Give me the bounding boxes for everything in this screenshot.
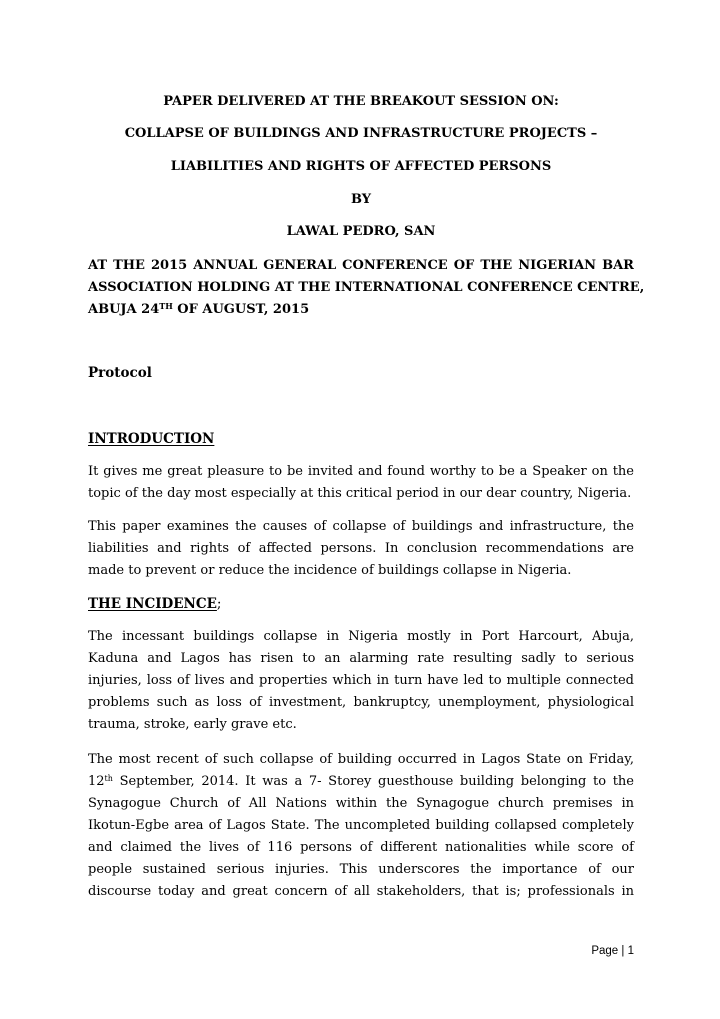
protocol-heading: Protocol [88, 365, 152, 381]
incidence-heading [88, 596, 221, 612]
conference-date-suffix: OF AUGUST, 2015 [172, 302, 310, 317]
conference-line-1: AT THE 2015 ANNUAL GENERAL CONFERENCE OF THE NIGERIAN BAR [88, 258, 634, 273]
paragraph-line: discourse today and great concern of all stakeholders, that is; professionals in [88, 884, 634, 899]
paragraph-line: Ikotun-Egbe area of Lagos State. The uncompleted building collapsed completely [88, 818, 634, 833]
title-by: BY [350, 192, 372, 207]
paragraph-line: Synagogue Church of All Nations within the Synagogue church premises in [88, 796, 634, 811]
paragraph-line: problems such as loss of investment, bankruptcy, unemployment, physiological [88, 695, 634, 710]
paragraph-line: Kaduna and Lagos has risen to an alarming rate resulting sadly to serious [88, 651, 634, 666]
paragraph-line: made to prevent or reduce the incidence of buildings collapse in Nigeria. [88, 563, 572, 578]
paragraph-line: liabilities and rights of affected persons. In conclusion recommendations are [88, 541, 634, 556]
conference-line-3 [88, 299, 634, 321]
introduction-heading: INTRODUCTION [88, 431, 215, 447]
date-day: 12 [88, 774, 105, 789]
paragraph-line: The incessant buildings collapse in Nigeria mostly in Port Harcourt, Abuja, [88, 629, 634, 644]
paragraph-line: injuries, loss of lives and properties which in turn have led to multiple connected [88, 673, 634, 688]
incidence-heading-suffix: ; [216, 596, 222, 612]
conference-date-superscript: TH [159, 301, 173, 311]
paragraph-line: The most recent of such collapse of building occurred in Lagos State on Friday, [88, 752, 634, 767]
conference-line-2: ASSOCIATION HOLDING AT THE INTERNATIONAL CONFERENCE CENTRE, [88, 280, 645, 295]
paragraph-line: people sustained serious injuries. This underscores the importance of our [88, 862, 634, 877]
author-name: LAWAL PEDRO, SAN [286, 224, 436, 239]
paragraph-line: topic of the day most especially at this critical period in our dear country, Nigeria. [88, 486, 632, 501]
page-number: 1 [627, 945, 634, 957]
paragraph-line: trauma, stroke, early grave etc. [88, 717, 297, 732]
introduction-paragraph-2 [88, 516, 634, 582]
date-superscript: th [104, 774, 113, 783]
conference-date-prefix: ABUJA 24 [88, 302, 160, 317]
incidence-paragraph-2 [88, 749, 634, 903]
introduction-paragraph-1 [88, 461, 634, 505]
date-rest: September, 2014. It was a 7- Storey guesthouse building belonging to the [112, 774, 634, 789]
title-line-3: LIABILITIES AND RIGHTS OF AFFECTED PERSONS [170, 159, 552, 174]
conference-block [88, 255, 645, 321]
paragraph-line: and claimed the lives of 116 persons of different nationalities while score of [88, 840, 634, 855]
paragraph-line: It gives me great pleasure to be invited and found worthy to be a Speaker on the [88, 464, 634, 479]
incidence-paragraph-1 [88, 626, 634, 736]
title-line-2: COLLAPSE OF BUILDINGS AND INFRASTRUCTURE PROJECTS – [124, 126, 598, 141]
page-footer [560, 944, 634, 958]
incidence-heading-text: THE INCIDENCE [88, 596, 217, 612]
paragraph-line: This paper examines the causes of collapse of buildings and infrastructure, the [88, 519, 634, 534]
title-line-1: PAPER DELIVERED AT THE BREAKOUT SESSION ON: [163, 94, 559, 109]
page-label: Page [591, 945, 619, 957]
paragraph-line [88, 771, 634, 793]
page-separator: | [621, 945, 625, 957]
